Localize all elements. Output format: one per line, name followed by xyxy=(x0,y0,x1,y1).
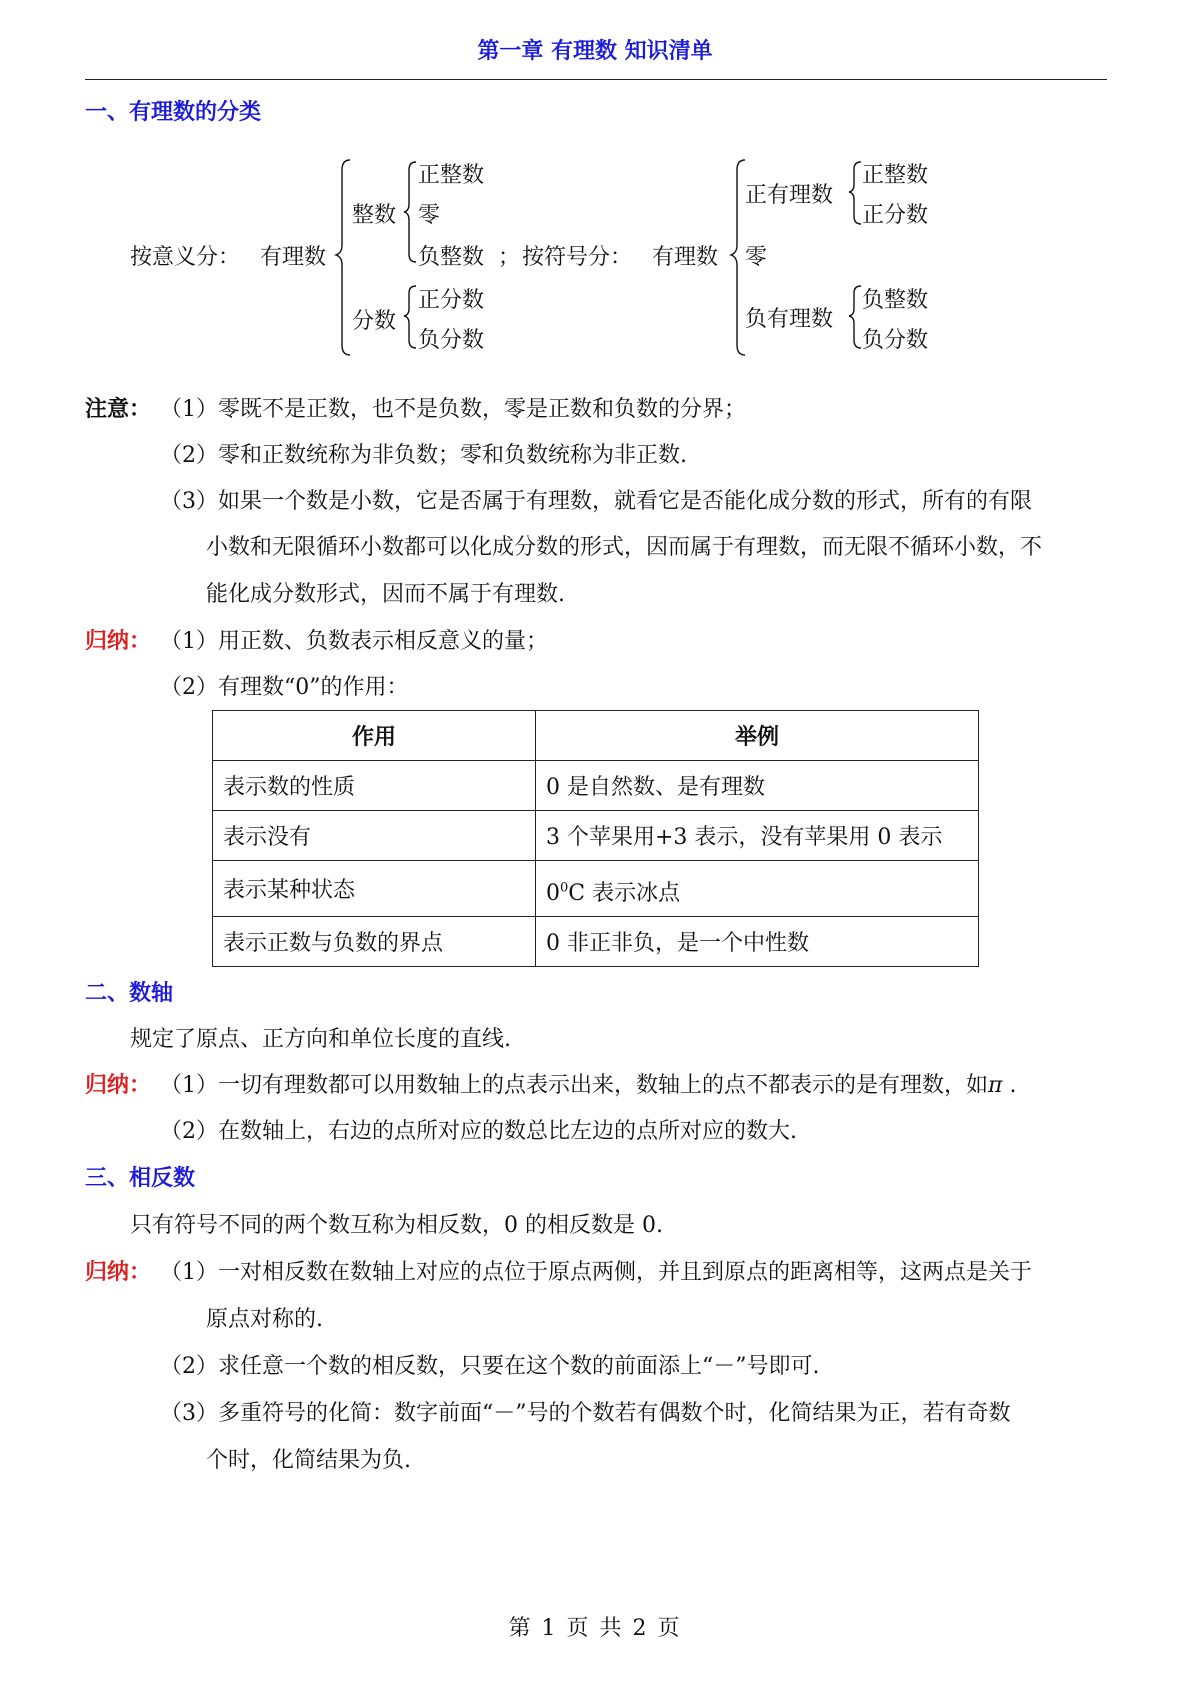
brace-integer xyxy=(404,162,416,262)
page-number: 第 1 页 共 2 页 xyxy=(508,1616,682,1641)
node-negative-integer: 负整数 xyxy=(418,245,485,270)
table-header: 作用 xyxy=(213,711,536,761)
brace-fraction xyxy=(404,286,416,348)
by-meaning-label: 按意义分： xyxy=(130,245,241,270)
page-title: 第一章 有理数 知识清单 xyxy=(477,39,713,64)
note-item: （2）零和正数统称为非负数；零和负数统称为非正数. xyxy=(160,443,687,468)
note-item: 能化成分数形式，因而不属于有理数. xyxy=(206,582,565,607)
zero-role-table xyxy=(212,710,979,967)
node-positive-fraction-2: 正分数 xyxy=(862,203,929,228)
node-integer: 整数 xyxy=(352,203,397,228)
section-3-title: 三、相反数 xyxy=(85,1166,196,1191)
summary-item: （3）多重符号的化简：数字前面“－”号的个数若有偶数个时，化简结果为正，若有奇数 xyxy=(160,1401,1011,1426)
summary-label: 归纳： xyxy=(85,1073,152,1098)
zero-text: 0 xyxy=(546,881,560,906)
celsius-text: C 表示冰点 xyxy=(568,881,681,906)
classification-braces xyxy=(0,0,1190,380)
summary-item: （2）在数轴上，右边的点所对应的数总比左边的点所对应的数大. xyxy=(160,1119,797,1144)
node-negative-fraction: 负分数 xyxy=(418,328,485,353)
summary-label: 归纳： xyxy=(85,1260,152,1285)
table-row xyxy=(213,811,979,861)
brace-root2 xyxy=(731,160,745,355)
section-2-title: 二、数轴 xyxy=(85,981,174,1006)
section-3-definition: 只有符号不同的两个数互称为相反数，0 的相反数是 0. xyxy=(130,1213,663,1238)
section-1-title: 一、有理数的分类 xyxy=(85,100,262,125)
table-cell: 3 个苹果用+3 表示，没有苹果用 0 表示 xyxy=(536,811,979,861)
table-cell: 表示没有 xyxy=(213,811,536,861)
summary-item: （1）一对相反数在数轴上对应的点位于原点两侧，并且到原点的距离相等，这两点是关于 xyxy=(160,1260,1033,1285)
summary-text: （1）一切有理数都可以用数轴上的点表示出来，数轴上的点不都表示的是有理数，如 xyxy=(160,1073,988,1098)
table-cell: 0 非正非负，是一个中性数 xyxy=(536,917,979,967)
brace-pos-rational xyxy=(849,162,861,224)
node-positive-fraction: 正分数 xyxy=(418,288,485,313)
superscript-zero: 0 xyxy=(560,880,569,896)
note-item: 小数和无限循环小数都可以化成分数的形式，因而属于有理数，而无限不循环小数，不 xyxy=(206,535,1043,560)
node-positive-rational: 正有理数 xyxy=(745,183,834,208)
node-zero-2: 零 xyxy=(745,245,768,270)
table-header: 举例 xyxy=(536,711,979,761)
summary-period: . xyxy=(1002,1073,1017,1098)
node-negative-rational: 负有理数 xyxy=(745,307,834,332)
table-cell xyxy=(536,861,979,917)
table-cell: 表示数的性质 xyxy=(213,761,536,811)
summary-item: 个时，化简结果为负. xyxy=(206,1448,411,1473)
summary-item xyxy=(160,1068,1016,1099)
table-header-row xyxy=(213,711,979,761)
note-label: 注意： xyxy=(85,397,152,422)
table-row xyxy=(213,917,979,967)
table-cell: 表示正数与负数的界点 xyxy=(213,917,536,967)
brace-neg-rational xyxy=(849,286,861,348)
summary-item: （1）用正数、负数表示相反意义的量； xyxy=(160,629,548,654)
pi-symbol: π xyxy=(988,1073,1003,1098)
summary-item: （2）求任意一个数的相反数，只要在这个数的前面添上“－”号即可. xyxy=(160,1354,820,1379)
note-item: （3）如果一个数是小数，它是否属于有理数，就看它是否能化成分数的形式，所有的有限 xyxy=(160,489,1033,514)
summary-item: 原点对称的. xyxy=(206,1307,323,1332)
node-positive-integer: 正整数 xyxy=(418,163,485,188)
node-positive-integer-2: 正整数 xyxy=(862,163,929,188)
summary-item: （2）有理数“0”的作用： xyxy=(160,675,409,700)
section-2-definition: 规定了原点、正方向和单位长度的直线. xyxy=(130,1027,511,1052)
node-zero: 零 xyxy=(418,203,441,228)
summary-label: 归纳： xyxy=(85,629,152,654)
node-fraction: 分数 xyxy=(352,309,397,334)
table-cell: 表示某种状态 xyxy=(213,861,536,917)
table-row xyxy=(213,861,979,917)
tree-root-rational-2: 有理数 xyxy=(652,245,719,270)
node-negative-fraction-2: 负分数 xyxy=(862,328,929,353)
note-item: （1）零既不是正数，也不是负数，零是正数和负数的分界； xyxy=(160,397,746,422)
tree-separator: ； xyxy=(498,245,521,270)
table-cell: 0 是自然数、是有理数 xyxy=(536,761,979,811)
table-row xyxy=(213,761,979,811)
node-negative-integer-2: 负整数 xyxy=(862,288,929,313)
by-sign-label: 按符号分： xyxy=(522,245,633,270)
brace-root1 xyxy=(336,160,350,355)
tree-root-rational-1: 有理数 xyxy=(260,245,327,270)
